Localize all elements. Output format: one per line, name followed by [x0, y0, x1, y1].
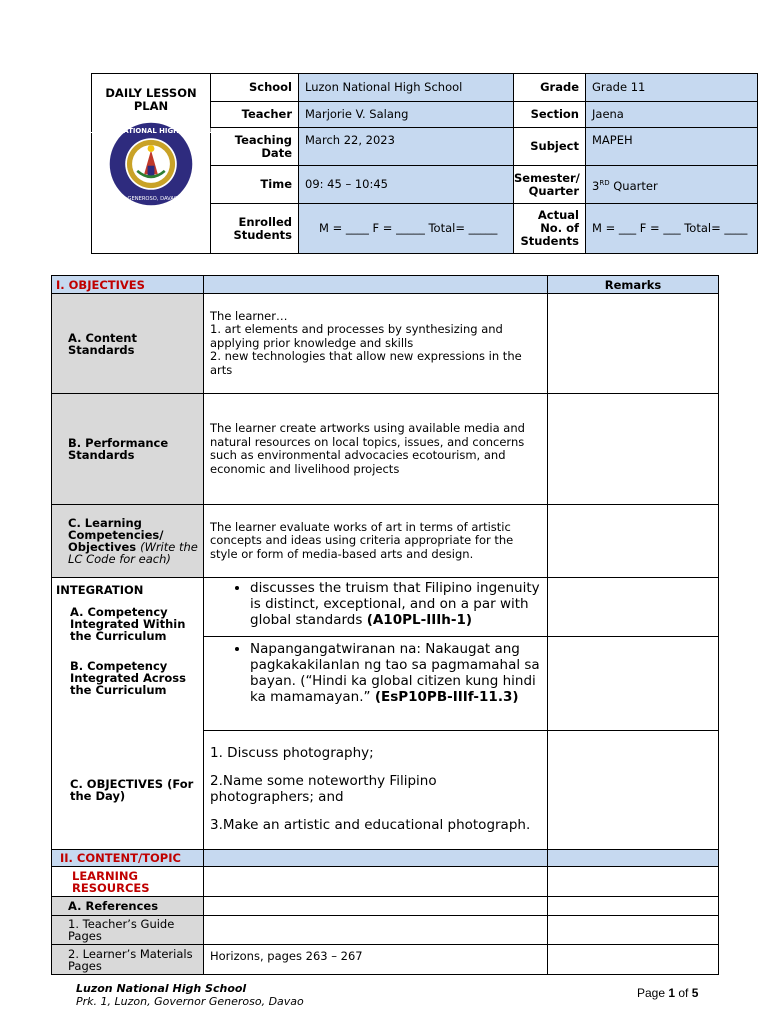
semester-label: Semester/ Quarter	[514, 166, 586, 204]
footer-address: Prk. 1, Luzon, Governor Generoso, Davao	[76, 995, 304, 1008]
objectives-for-day-cell	[204, 731, 548, 850]
subject-value: MAPEH	[586, 128, 758, 166]
quarter-suffix: RD	[599, 178, 610, 187]
remarks-cell	[548, 394, 719, 505]
learning-competencies-text: The learner evaluate works of art in terms of artistic concepts and ideas using criteria appropriate for the style or form of media-based arts and design.	[204, 505, 548, 578]
content-section-title: II. CONTENT/TOPIC	[52, 850, 204, 867]
actual-value: M = ___ F = ___ Total= ____	[586, 204, 758, 254]
quarter-word: Quarter	[609, 178, 658, 193]
teachers-guide-label: 1. Teacher’s Guide Pages	[52, 916, 204, 945]
remarks-cell	[548, 505, 719, 578]
page-total: 5	[691, 986, 699, 1000]
integration-b-code: (EsP10PB-IIIf-11.3)	[374, 689, 519, 705]
content-standards-label: A. Content Standards	[52, 294, 204, 394]
seal-subtext: GOV. GENEROSO, DAVAO OR.	[113, 196, 189, 203]
integration-b-label: B. Competency Integrated Across the Curriculum	[70, 659, 186, 697]
integration-a-code: (A10PL-IIIh-1)	[366, 612, 473, 628]
teaching-date-value: March 22, 2023	[299, 128, 514, 166]
quarter-number: 3	[592, 178, 600, 193]
school-label: School	[211, 74, 299, 102]
content-standards-line: 2. new technologies that allow new expressions in the arts	[210, 349, 522, 377]
integration-label: INTEGRATION	[56, 583, 144, 597]
actual-label: Actual No. of Students	[514, 204, 586, 254]
lesson-plan-body	[51, 275, 719, 975]
integration-a-item: • discusses the truism that Filipino ingenuity is distinct, exceptional, and on a par with global standards (A10PL-IIIh-1)	[250, 580, 547, 628]
lc-code-note: (Write the LC Code for each)	[68, 540, 198, 566]
integration-b-item: • Napangangatwiranan na: Nakaugat ang pagkakakilanlan ng tao sa pagmamahal sa bayan. (“Hindi ka global citizen kung hindi ka mamamayan.” (EsP10PB-IIIf-11.3)	[250, 641, 547, 705]
page-number: 1	[668, 986, 676, 1000]
remarks-cell	[548, 578, 719, 637]
section-value: Jaena	[586, 102, 758, 128]
references-label: A. References	[52, 897, 204, 916]
integration-b-cell	[204, 637, 548, 731]
integration-label-cell	[52, 578, 204, 850]
time-value: 09: 45 – 10:45	[299, 166, 514, 204]
content-standards-line: The learner…	[210, 308, 288, 323]
integration-a-label: A. Competency Integrated Within the Curriculum	[70, 605, 186, 643]
teacher-value: Marjorie V. Salang	[299, 102, 514, 128]
lesson-plan-header	[88, 73, 758, 254]
remarks-cell	[548, 637, 719, 731]
content-standards-line: 1. art elements and processes by synthesizing and applying prior knowledge and skills	[210, 322, 503, 350]
grade-value: Grade 11	[586, 74, 758, 102]
objective-item: 2.Name some noteworthy Filipino photographers; and	[210, 773, 437, 805]
remarks-cell	[548, 294, 719, 394]
integration-c-label: C. OBJECTIVES (For the Day)	[70, 777, 194, 803]
subject-label: Subject	[514, 128, 586, 166]
quarter-value	[586, 166, 758, 204]
dlp-title: DAILY LESSON PLAN	[105, 86, 197, 113]
teaching-date-label: Teaching Date	[211, 128, 299, 166]
learners-materials-label: 2. Learner’s Materials Pages	[52, 945, 204, 975]
objective-item: 1. Discuss photography;	[210, 745, 374, 761]
enrolled-value: M = ____ F = _____ Total= _____	[299, 204, 514, 254]
learners-materials-value: Horizons, pages 263 – 267	[204, 945, 548, 975]
learning-competencies-label: C. Learning Competencies/ Objectives (Write the LC Code for each)	[52, 505, 204, 578]
objectives-section-title: I. OBJECTIVES	[52, 276, 204, 294]
header-logo-cell	[88, 74, 214, 254]
footer-school: Luzon National High School	[76, 982, 247, 995]
time-label: Time	[211, 166, 299, 204]
content-standards-text	[204, 294, 548, 394]
section-label: Section	[514, 102, 586, 128]
objective-item: 3.Make an artistic and educational photograph.	[210, 817, 531, 833]
teacher-label: Teacher	[211, 102, 299, 128]
remarks-header: Remarks	[548, 276, 719, 294]
school-value: Luzon National High School	[299, 74, 514, 102]
learning-resources-label: LEARNING RESOURCES	[52, 867, 204, 897]
enrolled-label: Enrolled Students	[211, 204, 299, 254]
grade-label: Grade	[514, 74, 586, 102]
performance-standards-label: B. Performance Standards	[52, 394, 204, 505]
remarks-cell	[548, 731, 719, 850]
school-seal-icon	[88, 121, 214, 207]
performance-standards-text: The learner create artworks using available media and natural resources on local topics, issues, and concerns such as environmental advocacies ecotourism, and economic and livelihood projects	[204, 394, 548, 505]
seal-text: LUZON NATIONAL HIGH SCHOOL	[88, 127, 214, 136]
page-indicator: Page 1 of 5	[637, 986, 699, 1000]
integration-a-cell	[204, 578, 548, 637]
